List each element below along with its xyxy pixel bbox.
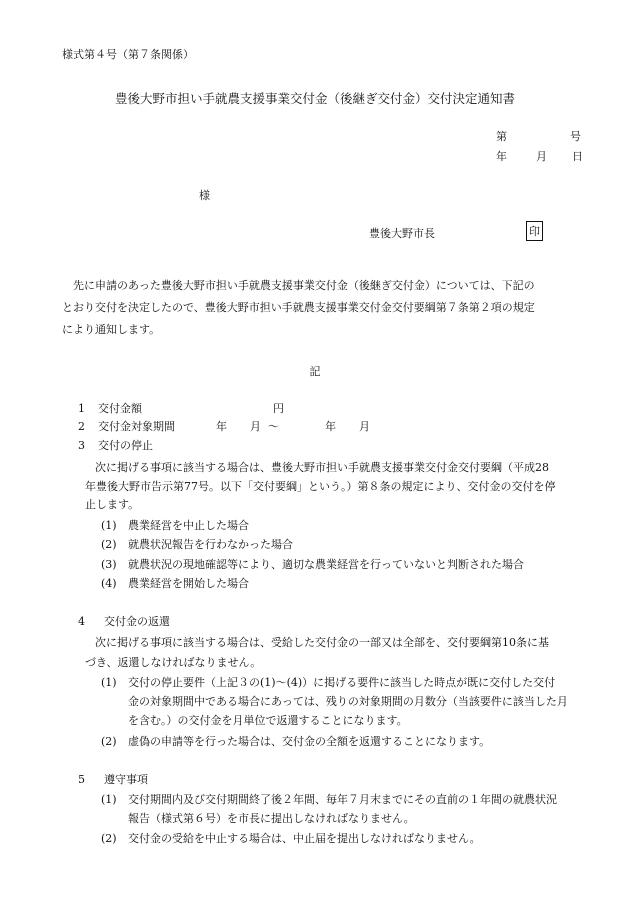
sub-number: (3) [101, 558, 117, 571]
period-end-year: 年 [325, 420, 336, 433]
sub-text: 農業経営を中止した場合 [128, 519, 249, 532]
comply-condition [101, 830, 481, 848]
form-label: 様式第４号（第７条関係） [62, 48, 194, 61]
sub-number: (2) [101, 832, 117, 845]
refund-condition-cont: を含む。）の交付金を月単位で返還することになります。 [128, 714, 408, 727]
stop-condition [101, 517, 249, 535]
sub-text: 交付金の受給を中止する場合は、中止届を提出しなければなりません。 [128, 832, 481, 845]
refund-text-line: 次に掲げる事項に該当する場合は、受給した交付金の一部又は全部を、交付要綱第10条に基 [95, 636, 549, 649]
stop-condition [101, 575, 249, 593]
item-label: 交付金対象期間 [98, 420, 175, 433]
sub-text: 農業経営を開始した場合 [128, 577, 249, 590]
item-label: 交付金額 [98, 402, 142, 415]
sub-number: (2) [101, 735, 117, 748]
seal-stamp: 印 [526, 221, 543, 241]
refund-condition [101, 733, 490, 751]
document-title: 豊後大野市担い手就農支援事業交付金（後継ぎ交付金）交付決定通知書 [114, 91, 515, 106]
sub-text: 交付期間内及び交付期間終了後２年間、毎年７月末までにその直前の１年間の就農状況 [128, 793, 557, 806]
intro-line: により通知します。 [62, 323, 161, 336]
item-number: 3 [78, 439, 85, 452]
sub-text: 虚偽の申請等を行った場合は、交付金の全額を返還することになります。 [128, 735, 491, 748]
refund-condition-cont: 金の対象期間中である場合にあっては、残りの対象期間の月数分（当該要件に該当した月 [128, 695, 568, 708]
refund-condition [101, 674, 555, 692]
period-end-month: 月 [359, 420, 370, 433]
comply-condition-cont: 報告（様式第６号）を市長に提出しなければなりません。 [128, 812, 415, 825]
document-number [496, 128, 581, 144]
item-label: 交付の停止 [98, 439, 153, 452]
doc-no-prefix: 第 [496, 130, 507, 143]
stop-condition [101, 556, 524, 574]
item-stop [78, 437, 153, 455]
period-tilde: 〜 [268, 420, 279, 433]
item-label: 交付金の返還 [104, 615, 170, 628]
sub-text: 就農状況の現地確認等により、適切な農業経営を行っていないと判断された場合 [128, 558, 524, 571]
sub-number: (1) [101, 793, 117, 806]
item-number: 4 [78, 615, 85, 628]
doc-no-suffix: 号 [570, 130, 581, 143]
item-number: 5 [78, 773, 85, 786]
comply-condition [101, 791, 557, 809]
issuer-name: 豊後大野市長 [369, 227, 435, 240]
stop-text-line: 年豊後大野市告示第77号。以下「交付要綱」という。）第８条の規定により、交付金の交付を停 [85, 480, 556, 493]
sub-number: (2) [101, 538, 117, 551]
item-amount [78, 400, 284, 418]
sub-number: (1) [101, 519, 117, 532]
sub-text: 交付の停止要件（上記３の(1)〜(4)）に掲げる要件に該当した時点が既に交付した交付 [128, 676, 556, 689]
item-number: 2 [78, 420, 85, 433]
intro-paragraph [62, 275, 582, 341]
period-start-year: 年 [216, 420, 227, 433]
ki-heading: 記 [309, 365, 321, 378]
date-day: 日 [572, 150, 583, 163]
intro-line: 先に申請のあった豊後大野市担い手就農支援事業交付金（後継ぎ交付金）については、下記の [62, 279, 535, 292]
stop-condition [101, 536, 293, 554]
item-refund [78, 613, 170, 631]
item-label: 遵守事項 [104, 773, 148, 786]
amount-unit: 円 [273, 402, 284, 415]
stop-text-line: 次に掲げる事項に該当する場合は、豊後大野市担い手就農支援事業交付金交付要綱（平成28 [95, 461, 549, 474]
issue-date [496, 148, 583, 164]
intro-line: とおり交付を決定したので、豊後大野市担い手就農支援事業交付金交付要綱第７条第２項の規定 [62, 301, 535, 314]
item-number: 1 [78, 402, 85, 415]
item-comply [78, 771, 148, 789]
sub-number: (4) [101, 577, 117, 590]
date-month: 月 [536, 150, 547, 163]
recipient-honorific: 様 [199, 189, 210, 202]
sub-text: 就農状況報告を行わなかった場合 [128, 538, 293, 551]
refund-text-line: づき、返還しなければなりません。 [85, 656, 262, 669]
item-period [78, 418, 370, 436]
date-year: 年 [496, 150, 507, 163]
sub-number: (1) [101, 676, 117, 689]
period-start-month: 月 [250, 420, 261, 433]
stop-text-line: 止します。 [85, 498, 140, 511]
